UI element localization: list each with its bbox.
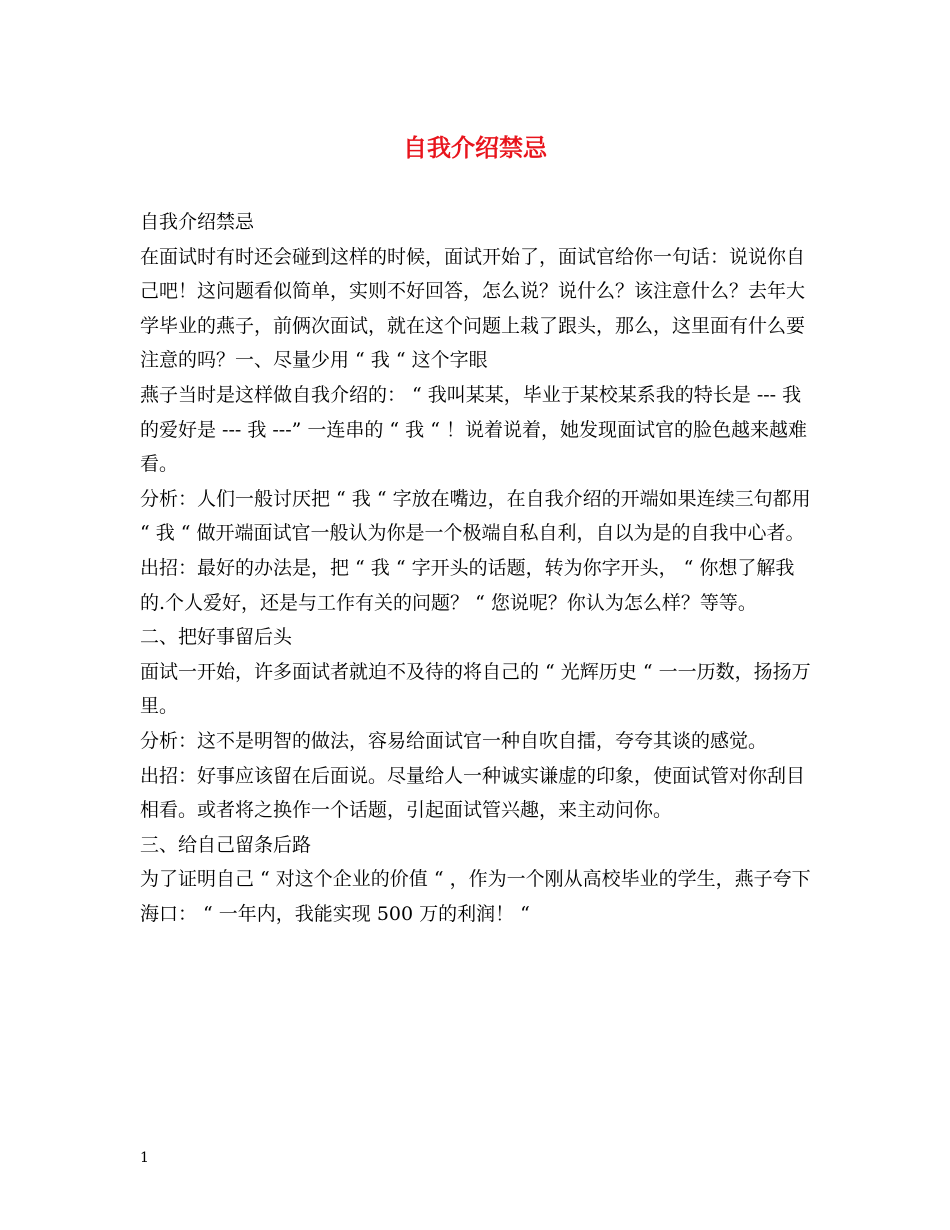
body-paragraph: 面试一开始，许多面试者就迫不及待的将自己的 “ 光辉历史 “ 一一历数，扬扬万里。 [140, 660, 811, 718]
document-body [140, 205, 815, 931]
body-paragraph: 出招：好事应该留在后面说。尽量给人一种诚实谦虚的印象，使面试管对你刮目相看。或者将之换作一个话题，引起面试管兴趣，来主动问你。 [140, 764, 806, 822]
body-paragraph: 在面试时有时还会碰到这样的时候，面试开始了，面试官给你一句话：说说你自己吧！这问题看似简单，实则不好回答，怎么说？说什么？该注意什么？去年大学毕业的燕子，前俩次面试，就在这个问题上栽了跟头，那么，这里面有什么要注意的吗？一、尽量少用 “ 我 “ 这个字眼 [140, 245, 806, 372]
body-paragraph: 分析：人们一般讨厌把 “ 我 “ 字放在嘴边，在自我介绍的开端如果连续三句都用 “ 我 “ 做开端面试官一般认为你是一个极端自私自利，自以为是的自我中心者。 [140, 487, 811, 545]
body-paragraph: 出招：最好的办法是，把 “ 我 “ 字开头的话题，转为你字开头， “ 你想了解我的.个人爱好，还是与工作有关的问题？ “ 您说呢？你认为怎么样？等等。 [140, 556, 795, 614]
section-heading: 自我介绍禁忌 [140, 211, 255, 233]
body-paragraph: 分析：这不是明智的做法，容易给面试官一种自吹自擂，夸夸其谈的感觉。 [140, 729, 768, 752]
page-title: 自我介绍禁忌 [403, 133, 547, 162]
page-number: 1 [140, 1150, 149, 1166]
section-heading: 二、把好事留后头 [140, 626, 293, 649]
body-paragraph: 为了证明自己 “ 对这个企业的价值 “ ，作为一个刚从高校毕业的学生，燕子夸下海口： “ 一年内，我能实现 500 万的利润！ “ [140, 868, 811, 925]
section-heading: 三、给自己留条后路 [140, 833, 312, 856]
body-paragraph: 燕子当时是这样做自我介绍的： “ 我叫某某，毕业于某校某系我的特长是 --- 我的爱好是 --- 我 ---” 一连串的 “ 我 “ ！说着说着，她发现面试官的脸色越来越难看。 [140, 383, 807, 476]
